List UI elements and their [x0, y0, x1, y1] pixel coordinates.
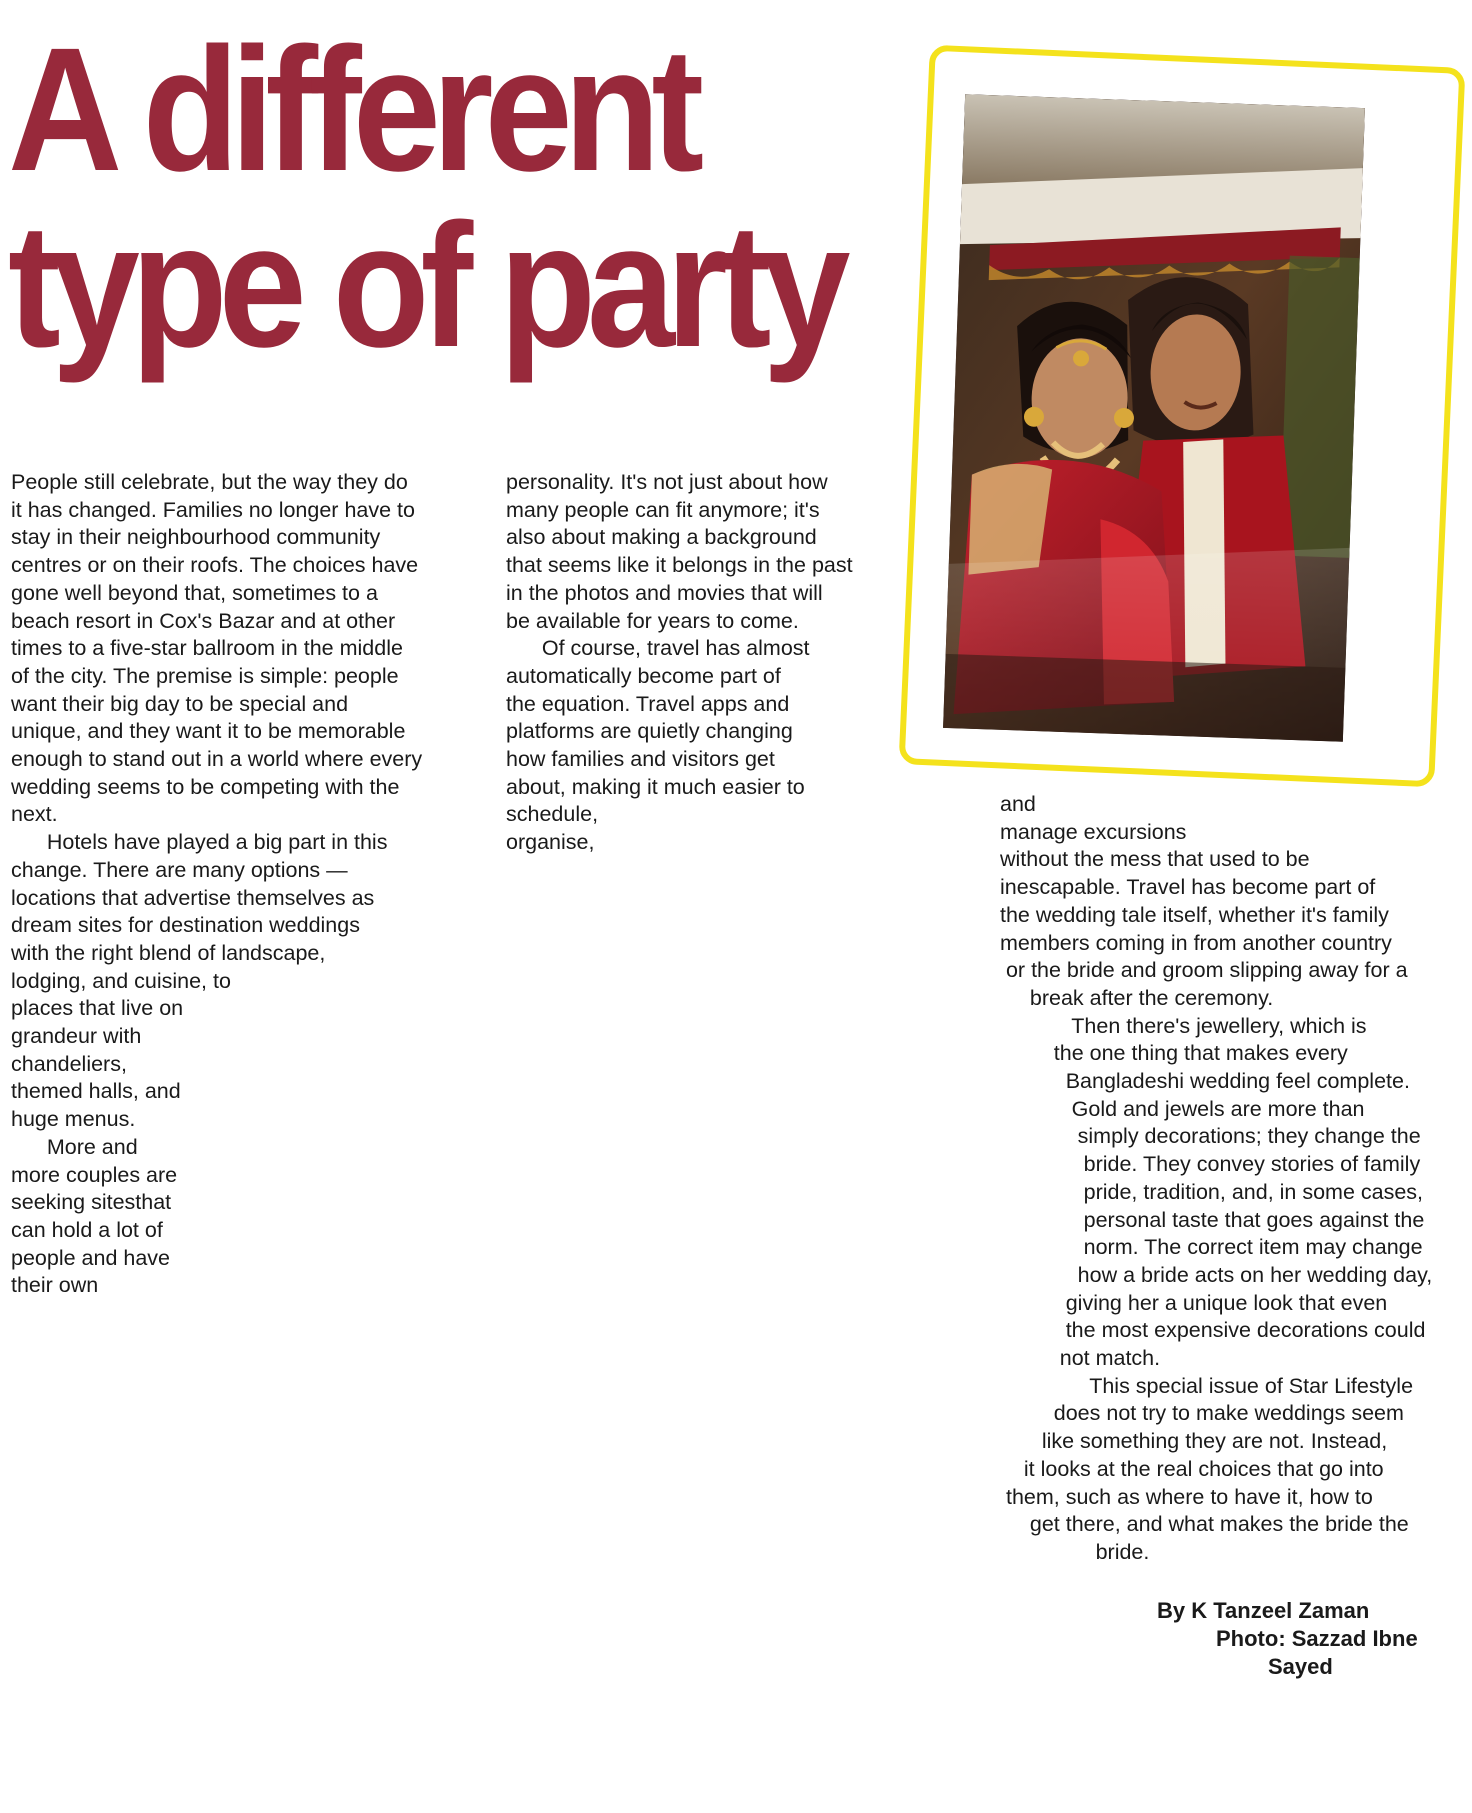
text-line: how a bride acts on her wedding day, — [1000, 1262, 1433, 1287]
photo-credit-line-1: Photo: Sazzad Ibne — [1216, 1626, 1418, 1651]
text-line: change. There are many options — — [11, 857, 348, 882]
article-column-1 — [11, 469, 422, 1300]
text-line: more couples are — [11, 1162, 178, 1187]
text-line: times to a five-star ballroom in the middle — [11, 636, 403, 661]
text-line: or the bride and groom slipping away for a — [1000, 958, 1408, 983]
headline-line-1: A different — [8, 12, 696, 208]
text-line: locations that advertise themselves as — [11, 885, 375, 910]
text-line: be available for years to come. — [506, 608, 799, 633]
text-line: places that live on — [11, 996, 184, 1021]
text-line: the equation. Travel apps and — [506, 691, 790, 716]
text-line: the one thing that makes every — [1000, 1041, 1348, 1066]
text-line: about, making it much easier to — [506, 774, 805, 799]
text-line: it looks at the real choices that go into — [1000, 1456, 1384, 1481]
text-line: stay in their neighbourhood community — [11, 525, 381, 550]
text-line: organise, — [506, 830, 595, 855]
text-line: beach resort in Cox's Bazar and at other — [11, 608, 396, 633]
headline-line-2: type of party — [8, 188, 842, 384]
text-line: want their big day to be special and — [11, 691, 349, 716]
author-credit: By K Tanzeel Zaman — [1157, 1598, 1370, 1623]
text-line: More and — [11, 1134, 138, 1159]
text-line: This special issue of Star Lifestyle — [1000, 1373, 1414, 1398]
article-column-3 — [1000, 791, 1432, 1567]
text-line: personality. It's not just about how — [506, 470, 828, 494]
text-line: members coming in from another country — [1000, 930, 1392, 955]
text-line: inescapable. Travel has become part of — [1000, 875, 1376, 900]
text-line: lodging, and cuisine, to — [11, 968, 231, 993]
text-line: schedule, — [506, 802, 599, 827]
text-line: and — [1000, 792, 1036, 816]
text-line: many people can fit anymore; it's — [506, 497, 820, 522]
text-line: giving her a unique look that even — [1000, 1290, 1388, 1315]
text-line: personal taste that goes against the — [1000, 1207, 1425, 1232]
text-line: the most expensive decorations could — [1000, 1318, 1426, 1343]
photo-credit-line-2: Sayed — [1268, 1654, 1333, 1679]
text-line: huge menus. — [11, 1107, 136, 1132]
text-line: themed halls, and — [11, 1079, 181, 1104]
wedding-couple-illustration — [943, 94, 1365, 742]
text-line: dream sites for destination weddings — [11, 913, 360, 938]
text-line: simply decorations; they change the — [1000, 1124, 1421, 1149]
text-line: Hotels have played a big part in this — [11, 830, 388, 855]
text-line: enough to stand out in a world where every — [11, 747, 423, 772]
text-line: like something they are not. Instead, — [1000, 1429, 1388, 1454]
text-line: them, such as where to have it, how to — [1000, 1484, 1373, 1509]
text-line: not match. — [1000, 1346, 1161, 1371]
text-line: how families and visitors get — [506, 747, 775, 772]
text-line: centres or on their roofs. The choices have — [11, 553, 419, 578]
text-line: also about making a background — [506, 525, 817, 550]
text-line: gone well beyond that, sometimes to a — [11, 580, 378, 605]
text-line: with the right blend of landscape, — [11, 940, 326, 965]
text-line: get there, and what makes the bride the — [1000, 1512, 1409, 1537]
text-line: Bangladeshi wedding feel complete. — [1000, 1069, 1410, 1094]
text-line: manage excursions — [1000, 819, 1187, 844]
text-line: Then there's jewellery, which is — [1000, 1013, 1367, 1038]
text-line: does not try to make weddings seem — [1000, 1401, 1404, 1426]
text-line: bride. — [1000, 1539, 1150, 1564]
text-line: Of course, travel has almost — [506, 636, 810, 661]
text-line: wedding seems to be competing with the — [11, 774, 400, 799]
text-line: their own — [11, 1273, 99, 1298]
text-line: of the city. The premise is simple: people — [11, 663, 399, 688]
text-line: next. — [11, 802, 58, 827]
text-line: people and have — [11, 1245, 171, 1270]
text-line: Gold and jewels are more than — [1000, 1096, 1365, 1121]
text-line: platforms are quietly changing — [506, 719, 793, 744]
text-line: the wedding tale itself, whether it's family — [1000, 902, 1389, 927]
text-line: seeking sitesthat — [11, 1190, 172, 1215]
text-line: break after the ceremony. — [1000, 985, 1274, 1010]
article-column-2 — [506, 469, 853, 857]
headline — [8, 12, 842, 384]
text-line: that seems like it belongs in the past — [506, 553, 853, 578]
text-line: can hold a lot of — [11, 1217, 163, 1242]
text-line: it has changed. Families no longer have to — [11, 497, 415, 522]
text-line: chandeliers, — [11, 1051, 127, 1076]
wedding-couple-photo — [943, 94, 1365, 742]
text-line: norm. The correct item may change — [1000, 1235, 1423, 1260]
text-line: without the mess that used to be — [1000, 847, 1310, 872]
text-line: pride, tradition, and, in some cases, — [1000, 1179, 1424, 1204]
text-line: bride. They convey stories of family — [1000, 1152, 1421, 1177]
text-line: in the photos and movies that will — [506, 580, 823, 605]
text-line: People still celebrate, but the way they do — [11, 470, 408, 494]
text-line: unique, and they want it to be memorable — [11, 719, 406, 744]
text-line: automatically become part of — [506, 663, 781, 688]
text-line: grandeur with — [11, 1024, 142, 1049]
